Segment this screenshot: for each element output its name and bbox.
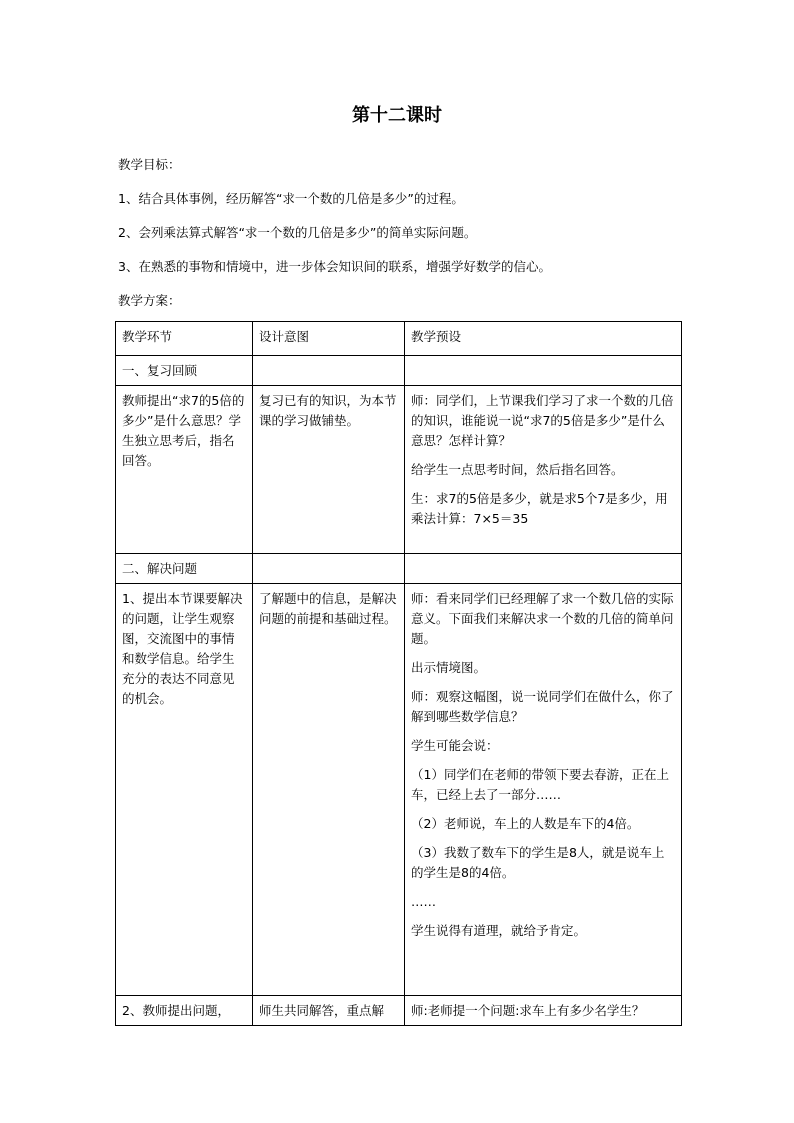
preset-paragraph: 学生说得有道理，就给予肯定。: [411, 923, 587, 938]
preset-paragraph: 师：同学们，上节课我们学习了求一个数的几倍的知识，谁能说一说“求7的5倍是多少”是什么意思？怎样计算？: [411, 393, 674, 448]
design-intent: 了解题中的信息，是解决问题的前提和基础过程。: [253, 584, 405, 996]
objective-2: 2、会列乘法算式解答“求一个数的几倍是多少”的简单实际问题。: [118, 225, 477, 240]
header-preset: 教学预设: [405, 322, 682, 356]
header-stage: 教学环节: [116, 322, 253, 356]
design-intent: 复习已有的知识，为本节课的学习做铺垫。: [253, 386, 405, 554]
teaching-preset: [405, 584, 682, 996]
preset-paragraph: 生：求7的5倍是多少，就是求5个7是多少，用乘法计算：7×5＝35: [411, 491, 668, 526]
preset-paragraph: （2）老师说，车上的人数是车下的4倍。: [411, 816, 640, 831]
lesson-plan-table: [115, 321, 682, 1026]
preset-paragraph: ……: [411, 894, 436, 909]
header-intent: 设计意图: [253, 322, 405, 356]
page-title: 第十二课时: [352, 105, 442, 126]
section-title-row: [116, 356, 682, 386]
objective-3: 3、在熟悉的事物和情境中，进一步体会知识间的联系，增强学好数学的信心。: [118, 259, 551, 274]
section-title: 一、复习回顾: [116, 356, 253, 386]
stage-step: 2、教师提出问题，: [116, 996, 253, 1026]
table-header-row: [116, 322, 682, 356]
objectives-heading: 教学目标：: [118, 157, 181, 172]
preset-paragraph: （1）同学们在老师的带领下要去春游，正在上车，已经上去了一部分……: [411, 767, 669, 802]
preset-paragraph: 给学生一点思考时间，然后指名回答。: [411, 462, 624, 477]
preset-paragraph: 出示情境图。: [411, 660, 487, 675]
section-title: 二、解决问题: [116, 554, 253, 584]
design-intent: 师生共同解答，重点解: [253, 996, 405, 1026]
preset-paragraph: 师：看来同学们已经理解了求一个数几倍的实际意义。下面我们来解决求一个数的几倍的简单问题。: [411, 591, 674, 646]
table-row: [116, 996, 682, 1026]
table-row: [116, 584, 682, 996]
section-title-row: [116, 554, 682, 584]
table-row: [116, 386, 682, 554]
stage-step: 教师提出“求7的5倍的多少”是什么意思？学生独立思考后，指名回答。: [116, 386, 253, 554]
teaching-preset: [405, 386, 682, 554]
stage-step: 1、提出本节课要解决的问题，让学生观察图，交流图中的事情和数学信息。给学生充分的表达不同意见的机会。: [116, 584, 253, 996]
objective-1: 1、结合具体事例，经历解答“求一个数的几倍是多少”的过程。: [118, 191, 464, 206]
preset-paragraph: （3）我数了数车下的学生是8人，就是说车上的学生是8的4倍。: [411, 845, 665, 880]
plan-heading: 教学方案：: [118, 293, 181, 308]
teaching-preset: 师:老师提一个问题:求车上有多少名学生？: [405, 996, 682, 1026]
preset-paragraph: 师：观察这幅图，说一说同学们在做什么，你了解到哪些数学信息？: [411, 689, 674, 724]
preset-paragraph: 学生可能会说：: [411, 738, 499, 753]
